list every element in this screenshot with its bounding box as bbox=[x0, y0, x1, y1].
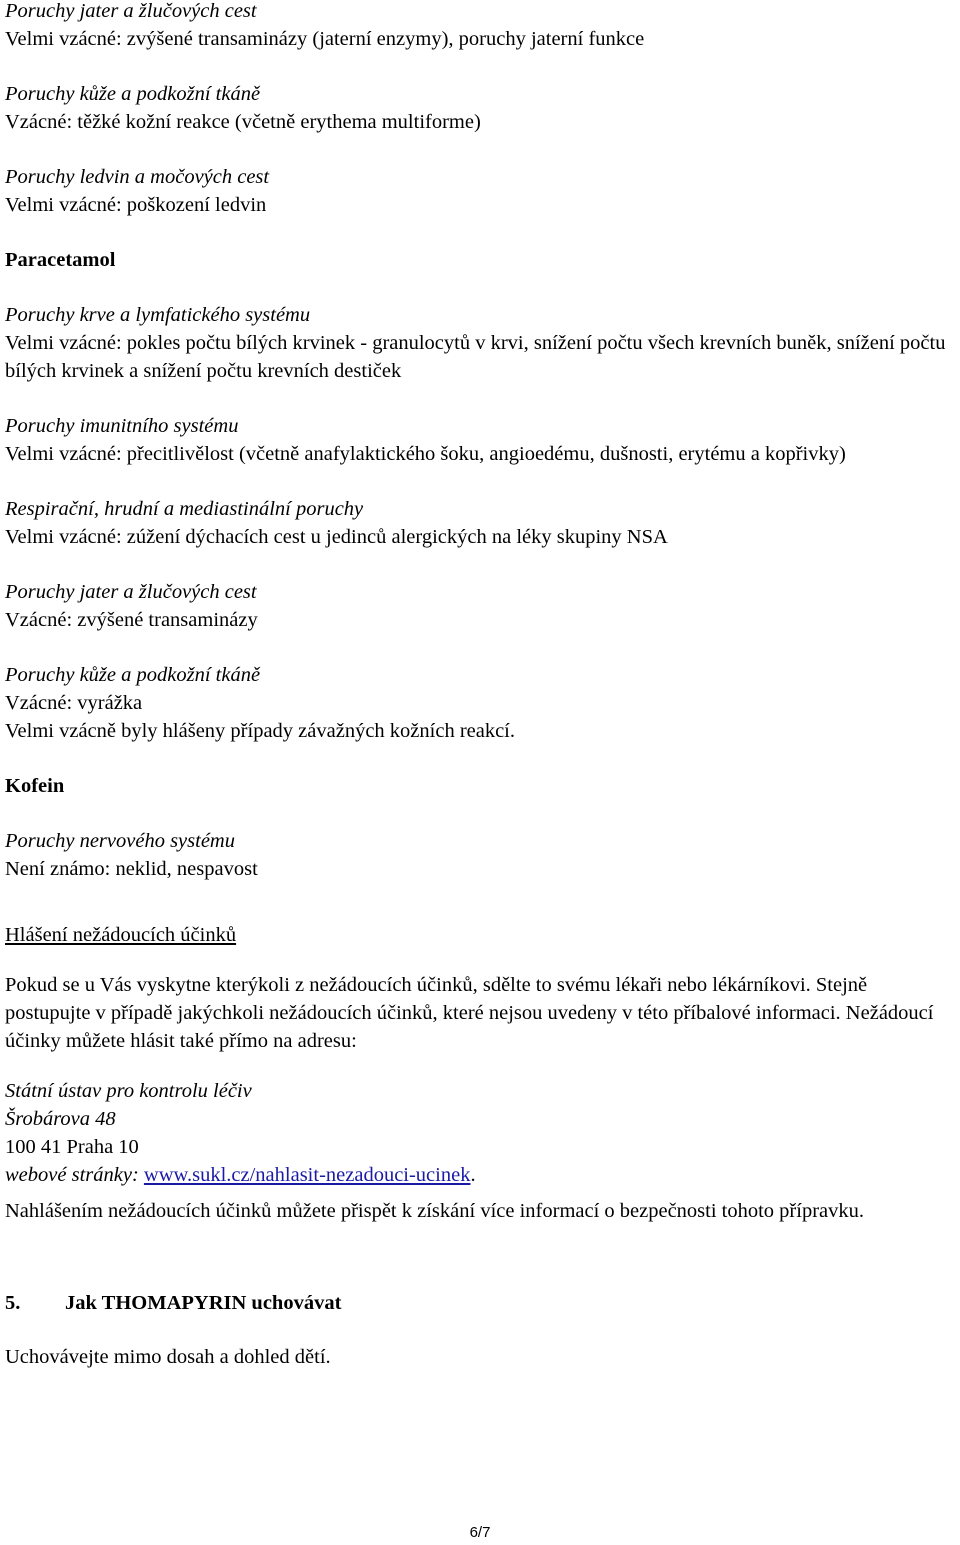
reporting-closing: Nahlášením nežádoucích účinků můžete přispět k získání více informací o bezpečnosti tohoto přípravku. bbox=[5, 1200, 865, 1222]
effect-text: Velmi vzácné: zúžení dýchacích cest u jedinců alergických na léky skupiny NSA bbox=[5, 526, 668, 548]
section-heading bbox=[5, 1289, 955, 1317]
section-title: Jak THOMAPYRIN uchovávat bbox=[65, 1292, 342, 1314]
effect-text: Není známo: neklid, nespavost bbox=[5, 858, 258, 880]
effect-text: Vzácné: těžké kožní reakce (včetně erythema multiforme) bbox=[5, 111, 481, 133]
address-line: Státní ústav pro kontrolu léčiv bbox=[5, 1080, 252, 1102]
category-heading: Poruchy kůže a podkožní tkáně bbox=[5, 664, 261, 686]
reporting-paragraph: Pokud se u Vás vyskytne kterýkoli z nežádoucích účinků, sdělte to svému lékaři nebo lékárníkovi. Stejně postupujte v případě jakýchkoli nežádoucích účinků, které nejsou uvedeny v této příbalové informaci. Nežádoucí účinky můžete hlásit také přímo na adresu: bbox=[5, 974, 934, 1052]
category-heading: Poruchy jater a žlučových cest bbox=[5, 581, 257, 603]
category-heading: Poruchy jater a žlučových cest bbox=[5, 0, 257, 22]
reporting-heading: Hlášení nežádoucích účinků bbox=[5, 924, 237, 946]
category-heading: Poruchy imunitního systému bbox=[5, 415, 239, 437]
section-number: 5. bbox=[5, 1292, 21, 1314]
effect-text: Vzácné: zvýšené transaminázy bbox=[5, 609, 258, 631]
effect-text: Velmi vzácné: pokles počtu bílých krvinek - granulocytů v krvi, snížení počtu všech krevních buněk, snížení počtu bílých krvinek a snížení počtu krevních destiček bbox=[5, 332, 946, 382]
substance-heading-paracetamol: Paracetamol bbox=[5, 249, 116, 271]
section-text: Uchovávejte mimo dosah a dohled dětí. bbox=[5, 1346, 331, 1368]
effect-text: Velmi vzácné: přecitlivělost (včetně anafylaktického šoku, angioedému, dušnosti, erytému a kopřivky) bbox=[5, 443, 846, 465]
web-line bbox=[5, 1161, 955, 1189]
document-page bbox=[5, 0, 955, 1371]
effect-text: Vzácné: vyrážka bbox=[5, 692, 143, 714]
effect-text: Velmi vzácné: poškození ledvin bbox=[5, 194, 267, 216]
sukl-report-link[interactable]: www.sukl.cz/nahlasit-nezadouci-ucinek bbox=[143, 1164, 471, 1186]
effect-text: Velmi vzácně byly hlášeny případy závažných kožních reakcí. bbox=[5, 720, 516, 742]
category-heading: Respirační, hrudní a mediastinální poruchy bbox=[5, 498, 364, 520]
address-line: 100 41 Praha 10 bbox=[5, 1136, 139, 1158]
web-label: webové stránky: bbox=[5, 1164, 144, 1186]
web-period: . bbox=[470, 1164, 476, 1186]
address-line: Šrobárova 48 bbox=[5, 1108, 116, 1130]
category-heading: Poruchy ledvin a močových cest bbox=[5, 166, 270, 188]
effect-text: Velmi vzácné: zvýšené transaminázy (jaterní enzymy), poruchy jaterní funkce bbox=[5, 28, 645, 50]
category-heading: Poruchy kůže a podkožní tkáně bbox=[5, 83, 261, 105]
page-number: 6/7 bbox=[469, 1524, 491, 1541]
category-heading: Poruchy nervového systému bbox=[5, 830, 235, 852]
category-heading: Poruchy krve a lymfatického systému bbox=[5, 304, 311, 326]
substance-heading-kofein: Kofein bbox=[5, 775, 65, 797]
